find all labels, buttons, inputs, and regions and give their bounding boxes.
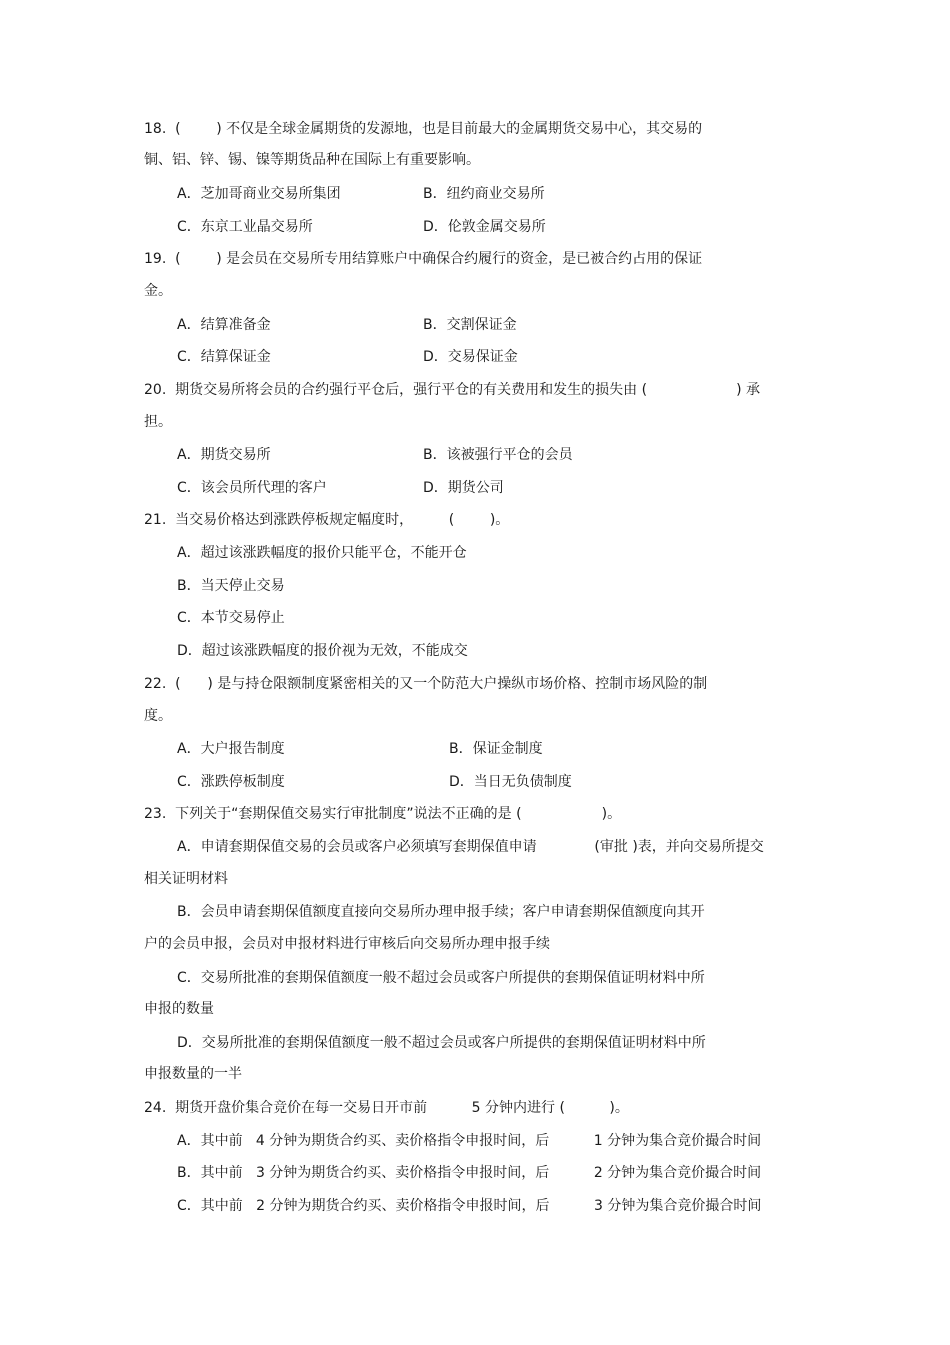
q22-stem-line1: 22. ( ) 是与持仓限额制度紧密相关的又一个防范大户操纵市场价格、控制市场风险的制 <box>144 676 708 692</box>
q23-option-d-line1: D．交易所批准的套期保值额度一般不超过会员或客户所提供的套期保值证明材料中所 <box>177 1035 706 1051</box>
q24-option-a: A．其中前 4 分钟为期货合约买、卖价格指令申报时间，后 1 分钟为集合竞价撮合时间 <box>177 1133 762 1149</box>
q20-option-b: B．该被强行平仓的会员 <box>423 447 573 463</box>
q19-stem-line1: 19. ( ) 是会员在交易所专用结算账户中确保合约履行的资金，是已被合约占用的保证 <box>144 251 703 267</box>
q18-stem-line1: 18. ( ) 不仅是全球金属期货的发源地，也是目前最大的金属期货交易中心，其交易的 <box>144 121 703 137</box>
q21-option-a: A．超过该涨跌幅度的报价只能平仓，不能开仓 <box>177 545 467 561</box>
q18-stem-line2: 铜、铝、锌、锡、镍等期货品种在国际上有重要影响。 <box>144 152 480 168</box>
q22-stem-line2: 度。 <box>144 708 172 724</box>
q18-option-b: B．纽约商业交易所 <box>423 186 545 202</box>
q23-option-c-line2: 申报的数量 <box>144 1001 214 1017</box>
q18-option-a: A．芝加哥商业交易所集团 <box>177 186 341 202</box>
q21-option-b: B．当天停止交易 <box>177 578 285 594</box>
q21-option-c: C．本节交易停止 <box>177 610 285 626</box>
q23-stem-line1: 23. 下列关于“套期保值交易实行审批制度”说法不正确的是 ( )。 <box>144 806 622 822</box>
q22-option-a: A．大户报告制度 <box>177 741 285 757</box>
q22-option-b: B．保证金制度 <box>449 741 543 757</box>
q24-option-c: C．其中前 2 分钟为期货合约买、卖价格指令申报时间，后 3 分钟为集合竞价撮合时间 <box>177 1198 762 1214</box>
q23-option-a-line2: 相关证明材料 <box>144 871 228 887</box>
q19-stem-line2: 金。 <box>144 283 172 299</box>
q18-option-c: C．东京工业晶交易所 <box>177 219 313 235</box>
q23-option-c-line1: C．交易所批准的套期保值额度一般不超过会员或客户所提供的套期保值证明材料中所 <box>177 970 705 986</box>
q24-option-b: B．其中前 3 分钟为期货合约买、卖价格指令申报时间，后 2 分钟为集合竞价撮合时间 <box>177 1165 762 1181</box>
q21-stem-line1: 21. 当交易价格达到涨跌停板规定幅度时， ( )。 <box>144 512 510 528</box>
q19-option-a: A．结算准备金 <box>177 317 271 333</box>
q20-option-c: C．该会员所代理的客户 <box>177 480 327 496</box>
q20-stem-line1: 20. 期货交易所将会员的合约强行平仓后，强行平仓的有关费用和发生的损失由 ( ) 承 <box>144 382 760 398</box>
q23-option-a-line1: A．申请套期保值交易的会员或客户必须填写套期保值申请 (审批 )表，并向交易所提交 <box>177 839 764 855</box>
q22-option-d: D．当日无负债制度 <box>449 774 572 790</box>
q22-option-c: C．涨跌停板制度 <box>177 774 285 790</box>
q23-option-b-line2: 户的会员申报，会员对申报材料进行审核后向交易所办理申报手续 <box>144 936 550 952</box>
q23-option-d-line2: 申报数量的一半 <box>144 1066 242 1082</box>
q21-option-d: D．超过该涨跌幅度的报价视为无效，不能成交 <box>177 643 468 659</box>
q24-stem-line1: 24. 期货开盘价集合竞价在每一交易日开市前 5 分钟内进行 ( )。 <box>144 1100 629 1116</box>
q19-option-c: C．结算保证金 <box>177 349 271 365</box>
q19-option-b: B．交割保证金 <box>423 317 517 333</box>
q20-stem-line2: 担。 <box>144 414 172 430</box>
q23-option-b-line1: B．会员申请套期保值额度直接向交易所办理申报手续；客户申请套期保值额度向其开 <box>177 904 705 920</box>
q20-option-a: A．期货交易所 <box>177 447 271 463</box>
q19-option-d: D．交易保证金 <box>423 349 518 365</box>
q20-option-d: D．期货公司 <box>423 480 504 496</box>
q18-option-d: D．伦敦金属交易所 <box>423 219 546 235</box>
